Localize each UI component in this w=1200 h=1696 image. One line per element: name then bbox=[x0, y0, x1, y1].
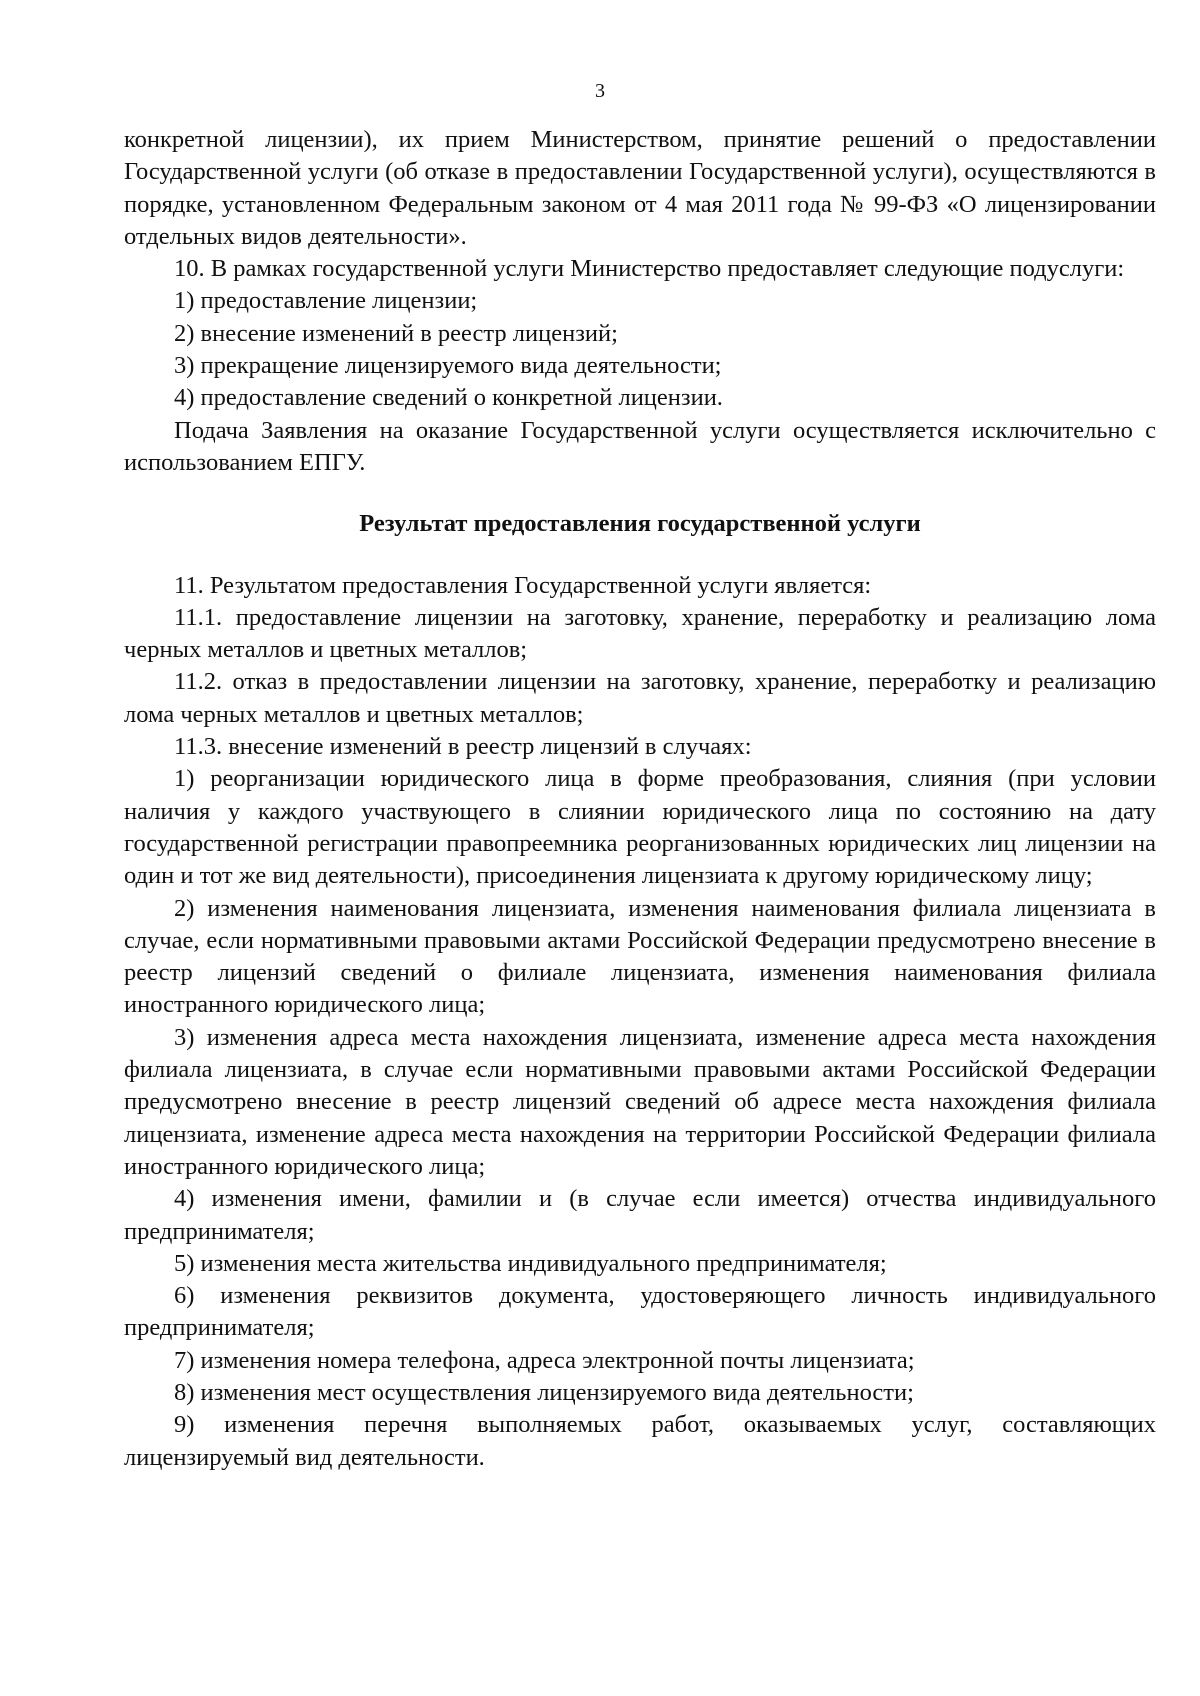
paragraph-11-2: 11.2. отказ в предоставлении лицензии на заготовку, хранение, переработку и реализацию лома черных металлов и цветных металлов; bbox=[124, 668, 1156, 728]
list-item-subservice-3: 3) прекращение лицензируемого вида деятельности; bbox=[174, 352, 722, 380]
page-number: 3 bbox=[595, 80, 605, 102]
list-item-change-2: 2) изменения наименования лицензиата, изменения наименования филиала лицензиата в случае, если нормативными правовыми актами Российской Федерации предусмотрено внесение в реестр лицензий сведений о филиале лицензиата, изменения наименования филиала иностранного юридического лица; bbox=[124, 894, 1156, 1019]
list-item-change-9: 9) изменения перечня выполняемых работ, оказываемых услуг, составляющих лицензируемый вид деятельности. bbox=[124, 1411, 1156, 1471]
section-heading: Результат предоставления государственной услуги bbox=[359, 510, 921, 538]
list-item-change-5: 5) изменения места жительства индивидуального предпринимателя; bbox=[174, 1249, 887, 1277]
paragraph-11-1: 11.1. предоставление лицензии на заготовку, хранение, переработку и реализацию лома черных металлов и цветных металлов; bbox=[124, 603, 1156, 664]
list-item-change-7: 7) изменения номера телефона, адреса электронной почты лицензиата; bbox=[174, 1346, 915, 1374]
list-item-subservice-2: 2) внесение изменений в реестр лицензий; bbox=[174, 319, 618, 347]
paragraph-continuation: конкретной лицензии), их прием Министерством, принятие решений о предоставлении Государственной услуги (об отказе в предоставлении Государственной услуги), осуществляются в порядке, установленном Федеральным законом от 4 мая 2011 года № 99-ФЗ «О лицензировании отдельных видов деятельности». bbox=[124, 126, 1156, 250]
paragraph-11: 11. Результатом предоставления Государственной услуги является: bbox=[174, 571, 872, 599]
list-item-subservice-4: 4) предоставление сведений о конкретной лицензии. bbox=[174, 384, 723, 412]
document-body bbox=[124, 124, 1156, 1474]
list-item-change-3: 3) изменения адреса места нахождения лицензиата, изменение адреса места нахождения филиала лицензиата, в случае если нормативными правовыми актами Российской Федерации предусмотрено внесение в реестр лицензий сведений об адресе места нахождения филиала лицензиата, изменение адреса места нахождения на территории Российской Федерации филиала иностранного юридического лица; bbox=[124, 1023, 1156, 1180]
paragraph-11-3: 11.3. внесение изменений в реестр лицензий в случаях: bbox=[174, 733, 752, 761]
list-item-change-4: 4) изменения имени, фамилии и (в случае если имеется) отчества индивидуального предпринимателя; bbox=[124, 1185, 1156, 1245]
paragraph-application-submission: Подача Заявления на оказание Государственной услуги осуществляется исключительно с использованием ЕПГУ. bbox=[124, 416, 1156, 476]
list-item-change-8: 8) изменения мест осуществления лицензируемого вида деятельности; bbox=[174, 1378, 914, 1406]
list-item-change-1: 1) реорганизации юридического лица в форме преобразования, слияния (при условии наличия у каждого участвующего в слиянии юридического лица по состоянию на дату государственной регистрации правопреемника реорганизованных юридических лиц лицензии на один и тот же вид деятельности), присоединения лицензиата к другому юридическому лицу; bbox=[124, 765, 1156, 890]
list-item-subservice-1: 1) предоставление лицензии; bbox=[174, 287, 478, 315]
list-item-change-6: 6) изменения реквизитов документа, удостоверяющего личность индивидуального предпринимателя; bbox=[124, 1282, 1156, 1342]
paragraph-10: 10. В рамках государственной услуги Министерство предоставляет следующие подуслуги: bbox=[174, 255, 1125, 283]
